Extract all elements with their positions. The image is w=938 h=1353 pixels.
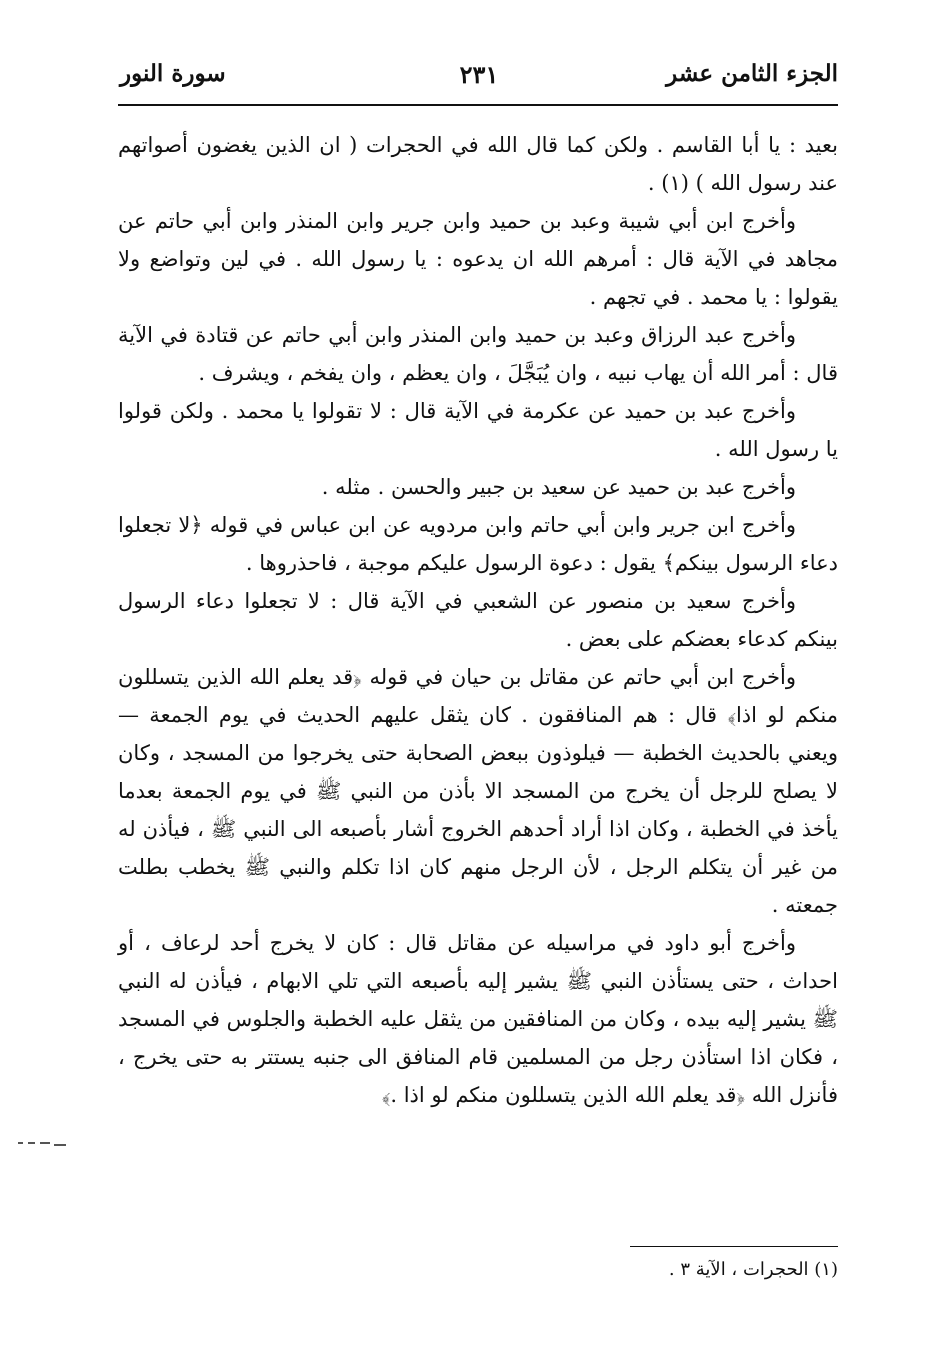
paragraph: وأخرج ابن أبي شيبة وعبد بن حميد وابن جرير وابن المنذر وابن أبي حاتم عن مجاهد في الآية قال : أمرهم الله ان يدعوه : يا رسول الله . في لين وتواضع ولا يقولوا : يا محمد . في تجهم . — [118, 209, 838, 309]
surah-title: سورة النور — [120, 60, 226, 87]
page-number: ٢٣١ — [459, 60, 499, 89]
margin-scan-marks — [18, 1138, 66, 1148]
footnote: (١) الحجرات ، الآية ٣ . — [668, 1259, 838, 1280]
header-divider — [118, 104, 838, 106]
paragraph: وأخرج عبد الرزاق وعبد بن حميد وابن المنذر وابن أبي حاتم عن قتادة في الآية قال : أمر الله أن يهاب نبيه ، وان يُبَجَّلَ ، وان يعظم ، وان يفخم ، ويشرف . — [118, 323, 838, 385]
paragraph: وأخرج ابن جرير وابن أبي حاتم وابن مردويه عن ابن عباس في قوله ﴿لا تجعلوا دعاء الرسول بينكم﴾ يقول : دعوة الرسول عليكم موجبة ، فاحذروها . — [118, 513, 838, 575]
paragraph: وأخرج ابن أبي حاتم عن مقاتل بن حيان في قوله ﴿قد يعلم الله الذين يتسللون منكم لو اذا﴾ قال : هم المنافقون . كان يثقل عليهم الحديث في يوم الجمعة — ويعني بالحديث الخطبة — فيلوذون ببعض الصحابة حتى يخرجوا من المسجد ، وكان لا يصلح للرجل أن يخرج من المسجد الا بأذن من النبي ﷺ في يوم الجمعة بعدما يأخذ في الخطبة ، وكان اذا أراد أحدهم الخروج أشار بأصبعه الى النبي ﷺ ، فيأذن له من غير أن يتكلم الرجل ، لأن الرجل منهم كان اذا تكلم والنبي ﷺ يخطب بطلت جمعته . — [118, 665, 838, 917]
paragraph: بعيد : يا أبا القاسم . ولكن كما قال الله في الحجرات ( ان الذين يغضون أصواتهم عند رسول الله ) (١) . — [118, 133, 838, 195]
paragraph: وأخرج أبو داود في مراسيله عن مقاتل قال : كان لا يخرج أحد لرعاف ، أو احداث ، حتى يستأذن النبي ﷺ يشير إليه بأصبعه التي تلي الابهام ، فيأذن له النبي ﷺ يشير إليه بيده ، وكان من المنافقين من يثقل عليه الخطبة والجلوس في المسجد ، فكان اذا استأذن رجل من المسلمين قام المنافق الى جنبه يستتر به حتى يخرج ، فأنزل الله ﴿قد يعلم الله الذين يتسللون منكم لو اذا .﴾ — [118, 931, 839, 1107]
footnote-divider — [630, 1246, 838, 1247]
running-title: الجزء الثامن عشر — [666, 60, 838, 87]
paragraph: وأخرج عبد بن حميد عن سعيد بن جبير والحسن . مثله . — [321, 475, 796, 499]
page-header — [120, 60, 838, 100]
body-text — [118, 126, 838, 1114]
paragraph: وأخرج عبد بن حميد عن عكرمة في الآية قال : لا تقولوا يا محمد . ولكن قولوا يا رسول الله . — [118, 399, 838, 461]
paragraph: وأخرج سعيد بن منصور عن الشعبي في الآية قال : لا تجعلوا دعاء الرسول بينكم كدعاء بعضكم على بعض . — [118, 589, 838, 651]
